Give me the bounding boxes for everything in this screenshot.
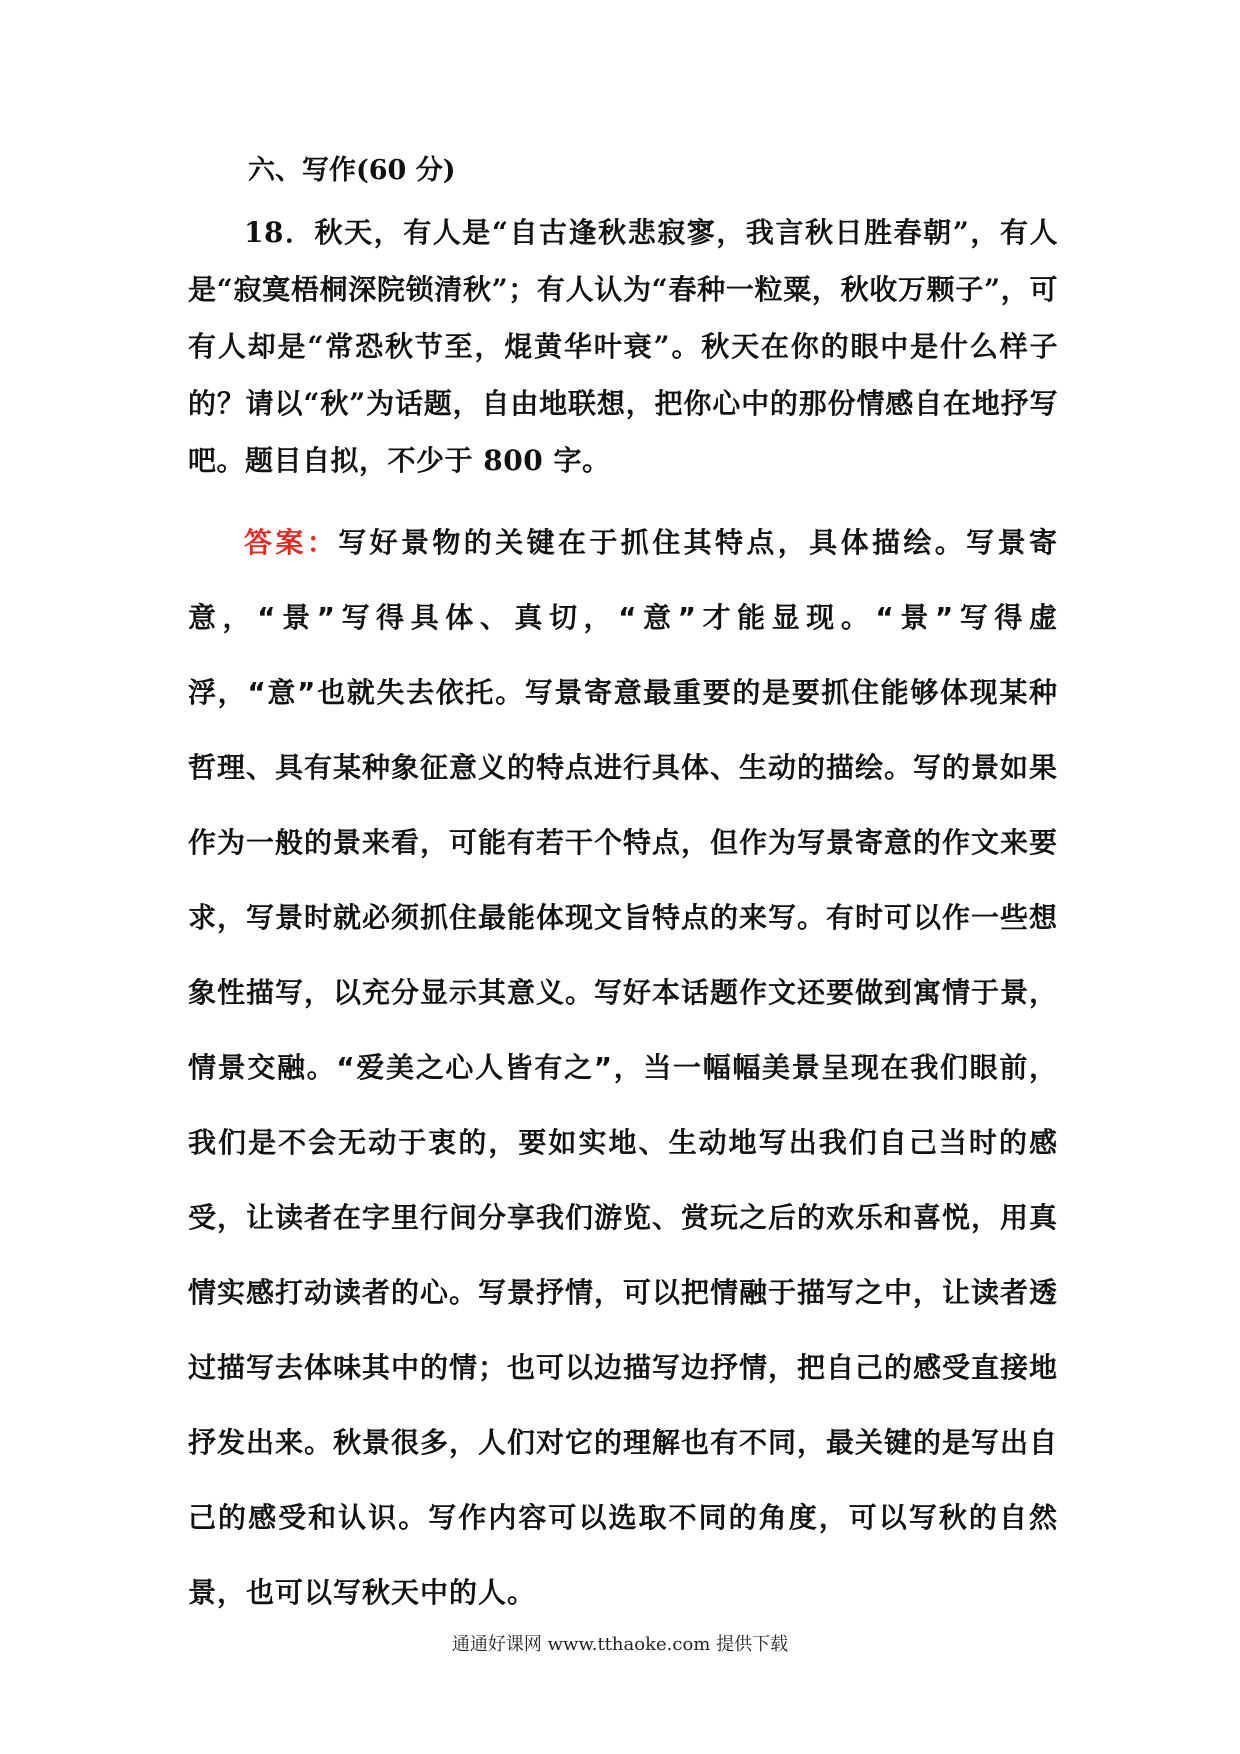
answer-paragraph — [188, 505, 1058, 1630]
section-heading: 六、写作(60 分) — [248, 155, 456, 186]
question-text: 18．秋天，有人是“自古逢秋悲寂寥，我言秋日胜春朝”，有人是“寂寞梧桐深院锁清秋”；有人认为“春种一粒粟，秋收万颗子”，可有人却是“常恐秋节至，焜黄华叶衰”。秋天在你的眼中是什么样子的？请以“秋”为话题，自由地联想，把你心中的那份情感自在地抒写吧。题目自拟，不少于 800 字。 — [188, 216, 1058, 477]
answer-text: 写好景物的关键在于抓住其特点，具体描绘。写景寄意，“景”写得具体、真切，“意”才能显现。“景”写得虚浮，“意”也就失去依托。写景寄意最重要的是要抓住能够体现某种哲理、具有某种象征意义的特点进行具体、生动的描绘。写的景如果作为一般的景来看，可能有若干个特点，但作为写景寄意的作文来要求，写景时就必须抓住最能体现文旨特点的来写。有时可以作一些想象性描写，以充分显示其意义。写好本话题作文还要做到寓情于景，情景交融。“爱美之心人皆有之”，当一幅幅美景呈现在我们眼前，我们是不会无动于衷的，要如实地、生动地写出我们自己当时的感受，让读者在字里行间分享我们游览、赏玩之后的欢乐和喜悦，用真情实感打动读者的心。写景抒情，可以把情融于描写之中，让读者透过描写去体味其中的情；也可以边描写边抒情，把自己的感受直接地抒发出来。秋景很多，人们对它的理解也有不同，最关键的是写出自己的感受和认识。写作内容可以选取不同的角度，可以写秋的自然景，也可以写秋天中的人。 — [188, 526, 1059, 1609]
footer-credit: 通通好课网 www.tthaoke.com 提供下载 — [451, 1634, 789, 1655]
answer-label: 答案： — [244, 526, 339, 559]
document-page — [188, 150, 1058, 1630]
